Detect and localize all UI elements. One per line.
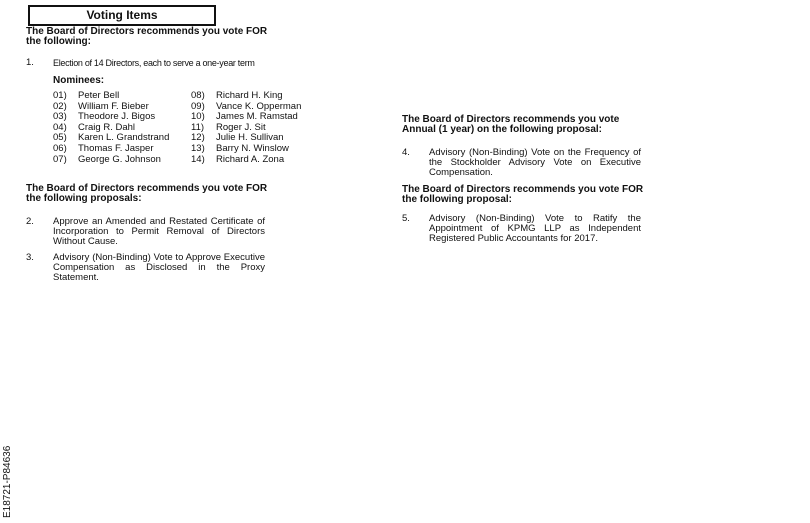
nominee-name: Craig R. Dahl — [78, 121, 136, 133]
proposal-number: 5. — [402, 213, 410, 224]
proposal-text: Advisory (Non-Binding) Vote to Ratify the Appointment of KPMG LLP as Independent Registered Public Accountants for 2017. — [429, 213, 641, 244]
proposal-1 — [26, 58, 286, 68]
heading-line: The Board of Directors recommends you vote FOR — [402, 184, 644, 195]
proposal-2 — [26, 217, 265, 247]
proposal-4 — [402, 148, 641, 178]
proposal-text: Election of 14 Directors, each to serve a one-year term — [53, 58, 255, 68]
heading-line: Annual (1 year) on the following proposal: — [402, 124, 603, 135]
heading-line: The Board of Directors recommends you vote — [402, 114, 620, 125]
nominee-name: Richard A. Zona — [216, 153, 285, 165]
nominee-number: 01) — [53, 90, 67, 101]
nominee-number: 07) — [53, 153, 67, 165]
nominee-number: 10) — [191, 111, 205, 123]
nominee-number: 06) — [53, 142, 67, 154]
board-recommendation-heading-4 — [402, 185, 652, 205]
board-recommendation-heading-3 — [402, 115, 652, 135]
heading-line: the following: — [26, 36, 91, 47]
nominees-list — [53, 91, 336, 165]
nominee-name: Peter Bell — [78, 90, 120, 101]
heading-line: the following proposals: — [26, 193, 142, 204]
nominee-name: Karen L. Grandstrand — [78, 132, 170, 144]
nominee-number: 03) — [53, 111, 67, 123]
nominee-name: Theodore J. Bigos — [78, 111, 156, 123]
proposal-text: Advisory (Non-Binding) Vote to Approve Executive Compensation as Disclosed in the Proxy Statement. — [53, 252, 265, 283]
nominee-name: George G. Johnson — [78, 153, 161, 165]
nominee-name: Julie H. Sullivan — [216, 132, 284, 144]
proposal-text: Advisory (Non-Binding) Vote on the Frequency of the Stockholder Advisory Vote on Executive Compensation. — [429, 147, 641, 178]
nominee-name: Vance K. Opperman — [216, 100, 302, 112]
proposal-text: Approve an Amended and Restated Certificate of Incorporation to Permit Removal of Directors Without Cause. — [53, 216, 265, 247]
voting-items-title: Voting Items — [28, 5, 216, 26]
nominee-name: Richard H. King — [216, 90, 283, 101]
nominee-number: 05) — [53, 132, 67, 144]
proposal-number: 4. — [402, 147, 410, 158]
proposal-number: 2. — [26, 216, 34, 227]
board-recommendation-heading-1 — [26, 27, 276, 47]
nominee-number: 08) — [191, 90, 205, 101]
nominee-number: 02) — [53, 100, 67, 112]
nominee-name: Roger J. Sit — [216, 121, 266, 133]
heading-line: the following proposal: — [402, 194, 512, 205]
nominee-number: 09) — [191, 100, 205, 112]
proposal-number: 3. — [26, 252, 34, 263]
nominees-label: Nominees: — [53, 75, 105, 86]
heading-line: The Board of Directors recommends you vote FOR — [26, 183, 268, 194]
nominee-name: William F. Bieber — [78, 100, 149, 112]
document-code-text: E18721-P84636 — [2, 445, 13, 518]
heading-line: The Board of Directors recommends you vote FOR — [26, 26, 268, 37]
nominee-name: James M. Ramstad — [216, 111, 298, 123]
nominee-name: Barry N. Winslow — [216, 142, 289, 154]
nominee-number: 13) — [191, 142, 205, 154]
nominee-number: 04) — [53, 121, 67, 133]
proposal-5 — [402, 214, 641, 244]
nominee-number: 11) — [191, 121, 205, 133]
proposal-number: 1. — [26, 57, 34, 68]
nominee-number: 12) — [191, 132, 205, 144]
nominee-number: 14) — [191, 153, 205, 165]
document-control-code — [2, 444, 22, 518]
board-recommendation-heading-2 — [26, 184, 276, 204]
nominee-name: Thomas F. Jasper — [78, 142, 154, 154]
proposal-3 — [26, 253, 265, 283]
